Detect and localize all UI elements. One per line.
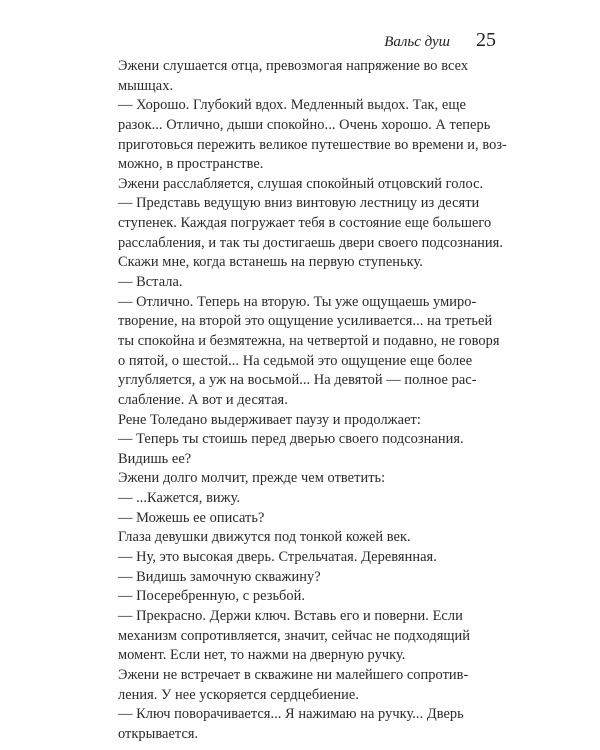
text-line: слабление. А вот и десятая. xyxy=(118,391,288,408)
text-line: можно, в пространстве. xyxy=(118,156,264,173)
text-line: механизм сопротивляется, значит, сейчас не подходящий xyxy=(118,627,471,644)
text-line: ления. У нее ускоряется сердцебиение. xyxy=(118,686,359,703)
text-line: Эжени слушается отца, превозмогая напряжение во всех xyxy=(118,58,469,74)
text-line: — Посеребренную, с резьбой. xyxy=(118,588,306,605)
text-line: углубляется, а уж на восьмой... На девятой — полное рас- xyxy=(118,372,477,389)
text-line: приготовься пережить великое путешествие во времени и, воз- xyxy=(118,136,507,153)
text-line: расслабления, и так ты достигаешь двери своего подсознания. xyxy=(118,234,503,251)
text-line: — Ну, это высокая дверь. Стрельчатая. Деревянная. xyxy=(118,549,437,566)
text-line: — Ключ поворачивается... Я нажимаю на ручку... Дверь xyxy=(118,706,464,723)
running-head xyxy=(384,29,496,52)
text-line: Эжени долго молчит, прежде чем ответить: xyxy=(118,470,386,487)
running-title: Вальс душ xyxy=(384,34,450,50)
body-text xyxy=(118,57,507,744)
text-line: Глаза девушки движутся под тонкой кожей век. xyxy=(118,529,411,546)
text-line: Видишь ее? xyxy=(118,450,192,467)
text-line: разок... Отлично, дыши спокойно... Очень хорошо. А теперь xyxy=(118,116,491,133)
text-line: Рене Толедано выдерживает паузу и продолжает: xyxy=(118,411,421,428)
text-line: — Отлично. Теперь на вторую. Ты уже ощущаешь умиро- xyxy=(118,293,477,310)
text-line: — Теперь ты стоишь перед дверью своего подсознания. xyxy=(118,431,464,448)
text-line: — Прекрасно. Держи ключ. Вставь его и поверни. Если xyxy=(118,607,463,624)
page-number: 25 xyxy=(476,29,496,51)
text-line: Скажи мне, когда встанешь на первую ступеньку. xyxy=(118,254,423,271)
text-line: творение, на второй это ощущение усиливается... на третьей xyxy=(118,313,493,330)
text-line: Эжени расслабляется, слушая спокойный отцовский голос. xyxy=(118,175,484,192)
text-line: — ...Кажется, вижу. xyxy=(118,490,241,507)
text-line: — Можешь ее описать? xyxy=(118,509,265,526)
text-line: Эжени не встречает в скважине ни малейшего сопротив- xyxy=(118,666,469,683)
text-line: мышцах. xyxy=(118,77,174,94)
text-line: ты спокойна и безмятежна, на четвертой и подавно, не говоря xyxy=(118,332,500,349)
text-line: момент. Если нет, то нажми на дверную ручку. xyxy=(118,647,406,664)
text-line: — Встала. xyxy=(118,274,183,291)
text-line: — Видишь замочную скважину? xyxy=(118,568,321,585)
text-line: открывается. xyxy=(118,725,199,742)
text-line: ступенек. Каждая погружает тебя в состояние еще большего xyxy=(118,215,492,232)
text-line: — Представь ведущую вниз винтовую лестницу из десяти xyxy=(118,195,480,212)
text-line: — Хорошо. Глубокий вдох. Медленный выдох. Так, еще xyxy=(118,97,466,114)
text-line: о пятой, о шестой... На седьмой это ощущение еще более xyxy=(118,352,473,369)
